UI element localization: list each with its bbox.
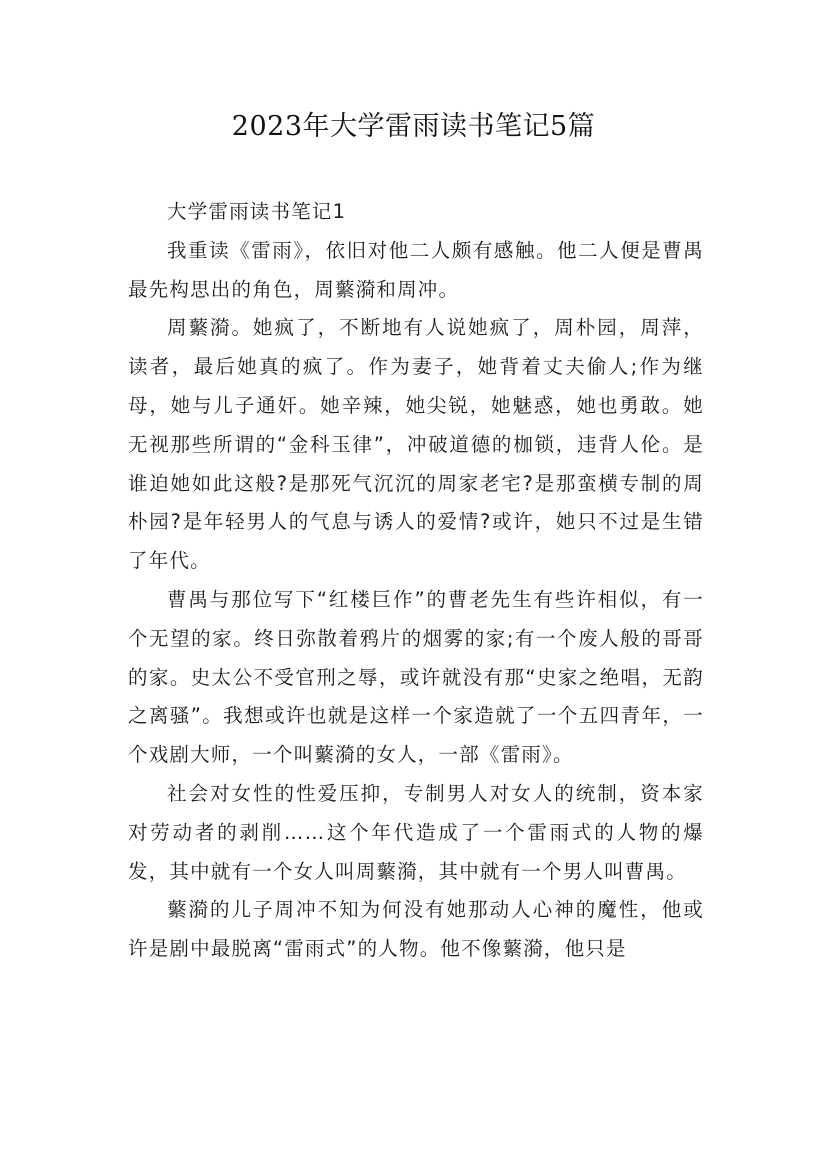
paragraph-3: 曹禺与那位写下“红楼巨作”的曹老先生有些许相似，有一个无望的家。终日弥散着鸦片的烟雾的家;有一个废人般的哥哥的家。史太公不受官刑之辱，或许就没有那“史家之绝唱，无韵之离骚”。我想或许也就是这样一个家造就了一个五四青年，一个戏剧大师，一个叫蘩漪的女人，一部《雷雨》。: [128, 587, 704, 767]
document-title: 2023年大学雷雨读书笔记5篇: [231, 111, 596, 142]
paragraph-4: 社会对女性的性爱压抑，专制男人对女人的统制，资本家对劳动者的剥削……这个年代造成了一个雷雨式的人物的爆发，其中就有一个女人叫周蘩漪，其中就有一个男人叫曹禺。: [128, 781, 704, 883]
document-body: [128, 193, 704, 969]
section-heading: 大学雷雨读书笔记1: [167, 200, 347, 223]
paragraph-5: 蘩漪的儿子周冲不知为何没有她那动人心神的魔性，他或许是剧中最脱离“雷雨式”的人物。他不像蘩漪，他只是: [128, 898, 704, 961]
paragraph-1: 我重读《雷雨》，依旧对他二人颇有感触。他二人便是曹禺最先构思出的角色，周蘩漪和周冲。: [128, 238, 704, 301]
paragraph-2: 周蘩漪。她疯了，不断地有人说她疯了，周朴园，周萍，读者，最后她真的疯了。作为妻子，她背着丈夫偷人;作为继母，她与儿子通奸。她辛辣，她尖锐，她魅惑，她也勇敢。她无视那些所谓的“金科玉律”，冲破道德的枷锁，违背人伦。是谁迫她如此这般?是那死气沉沉的周家老宅?是那蛮横专制的周朴园?是年轻男人的气息与诱人的爱情?或许，她只不过是生错了年代。: [128, 316, 704, 573]
